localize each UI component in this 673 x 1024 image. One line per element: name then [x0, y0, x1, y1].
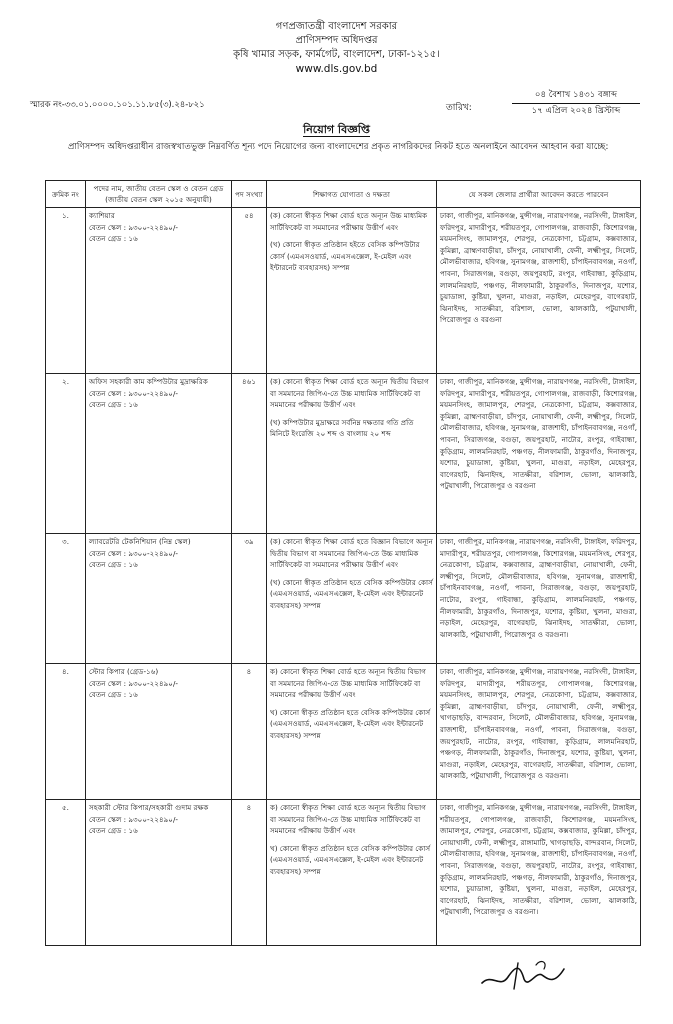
districts-cell: ঢাকা, গাজীপুর, মানিকগঞ্জ, মুন্সীগঞ্জ, নারায়ণগঞ্জ, নরসিংদী, টাঙ্গাইল, ফরিদপুর, মাদারীপুর, শরীয়তপুর, গোপালগঞ্জ, কিশোরগঞ্জ, ময়মনসিংহ, জামালপুর, শেরপুর, নেত্রকোণা, চট্টগ্রাম, কক্সবাজার, কুমিল্লা, ব্রাহ্মণবাড়ীয়া, চাঁদপুর, নোয়াখালী, ফেনী, লক্ষ্মীপুর, খাগড়াছড়ি, বান্দরবান, সিলেট, মৌলভীবাজার, হবিগঞ্জ, সুনামগঞ্জ, রাজশাহী, চাঁপাইনবাবগঞ্জ, নওগাঁ, পাবনা, সিরাজগঞ্জ, বগুড়া, জয়পুরহাট, নাটোর, রংপুর, গাইবান্ধা, কুড়িগ্রাম, লালমনিরহাট, পঞ্চগড়, নীলফামারী, ঠাকুরগাঁও, দিনাজপুর, যশোর, কুষ্টিয়া, খুলনা, মাগুরা, নড়াইল, মেহেরপুর, বাগেরহাট, সাতক্ষীরা, বরিশাল, ভোলা, ঝালকাঠি, পটুয়াখালী, পিরোজপুর ও বরগুনা। — [437, 664, 641, 800]
date-label: তারিখ: — [446, 103, 472, 113]
pay-grade: বেতন গ্রেড : ১৬ — [89, 560, 138, 570]
count-cell: ৩৯ — [232, 534, 267, 664]
post-name: স্টোর কিপার (গ্রেড-১৬) — [89, 667, 159, 676]
pay-scale: বেতন স্কেল : ৯৩০০-২২৪৯০/- — [89, 678, 178, 688]
date-english: ১৭ এপ্রিল ২০২৪ খ্রিস্টাব্দ — [531, 106, 621, 116]
signature — [478, 955, 568, 995]
qualification-a: ক) কোনো স্বীকৃত শিক্ষা বোর্ড হতে অন্যূন দ্বিতীয় বিভাগ বা সমমানের জিপিএ-তে উচ্চ মাধ্যমিক সার্টিফিকেট বা সমমানের পরীক্ষায় উত্তীর্ণ এবং — [270, 803, 426, 836]
pay-scale: বেতন স্কেল : ৯৩০০-২২৪৯০/- — [89, 814, 178, 824]
header-qualification: শিক্ষাগত যোগ্যতা ও দক্ষতা — [267, 181, 437, 208]
count-cell: ৪৬১ — [232, 374, 267, 534]
qualification-b: (খ) কোনো স্বীকৃত প্রতিষ্ঠান হইতে বেসিক কম্পিউটার কোর্স (এমএসওয়ার্ড, এমএসএক্সেল, ই-মেইল এবং ইন্টারনেট ব্যবহারসহ) সম্পন্ন — [270, 240, 420, 273]
memo-number: স্মারক নং-৩৩.০১.০০০০.১০১.১১.৮৫(৩).২৪-৮২১ — [30, 99, 205, 109]
header-post: পদের নাম, জাতীয় বেতন স্কেল ও বেতন গ্রেড (জাতীয় বেতন স্কেল ২০১৫ অনুযায়ী) — [86, 181, 232, 208]
government-name: গণপ্রজাতন্ত্রী বাংলাদেশ সরকার — [275, 21, 398, 32]
post-name: সহকারী স্টোর কিপার/সহকারী গুদাম রক্ষক — [89, 803, 209, 812]
table-row — [46, 800, 641, 946]
qualification-cell — [267, 800, 437, 946]
districts-cell: ঢাকা, গাজীপুর, মানিকগঞ্জ, মুন্সীগঞ্জ, নারায়ণগঞ্জ, নরসিংদী, টাঙ্গাইল, শরীয়তপুর, গোপালগঞ্জ, রাজবাড়ী, কিশোরগঞ্জ, ময়মনসিংহ, জামালপুর, শেরপুর, নেত্রকোণা, চট্টগ্রাম, কক্সবাজার, কুমিল্লা, চাঁদপুর, নোয়াখালী, ফেনী, লক্ষ্মীপুর, রাঙ্গামাটি, খাগড়াছড়ি, বান্দরবান, সিলেট, মৌলভীবাজার, হবিগঞ্জ, সুনামগঞ্জ, রাজশাহী, চাঁপাইনবাবগঞ্জ, নওগাঁ, পাবনা, সিরাজগঞ্জ, বগুড়া, জয়পুরহাট, নাটোর, রংপুর, গাইবান্ধা, কুড়িগ্রাম, লালমনিরহাট, পঞ্চগড়, নীলফামারী, ঠাকুরগাঁও, দিনাজপুর, যশোর, চুয়াডাঙ্গা, কুষ্টিয়া, খুলনা, মাগুরা, নড়াইল, মেহেরপুর, বাগেরহাট, ঝিনাইদহ, সাতক্ষীরা, বরিশাল, ভোলা, ঝালকাঠি, পটুয়াখালী, পিরোজপুর ও বরগুনা। — [437, 800, 641, 946]
table-row — [46, 534, 641, 664]
intro-paragraph: প্রাণিসম্পদ অধিদপ্তরাধীন রাজস্বখাতভুক্ত নিম্নবর্ণিত শূন্য পদে নিয়োগের জন্য বাংলাদেশের প্রকৃত নাগরিকদের নিকট হতে অনলাইনে আবেদন আহবান করা যাচ্ছে: — [68, 142, 609, 152]
pay-scale: বেতন স্কেল : ৯৩০০-২২৪৯০/- — [89, 222, 178, 232]
qualification-cell — [267, 208, 437, 374]
serial-cell: ৫. — [46, 800, 86, 946]
qualification-cell — [267, 534, 437, 664]
qualification-cell — [267, 374, 437, 534]
table-row — [46, 374, 641, 534]
qualification-cell — [267, 664, 437, 800]
pay-scale: বেতন স্কেল : ৯৩০০-২২৪৯০/- — [89, 548, 178, 558]
header-serial: ক্রমিক নং — [46, 181, 86, 208]
districts-cell: ঢাকা, গাজীপুর, মানিকগঞ্জ, মুন্সীগঞ্জ, নারায়ণগঞ্জ, নরসিংদী, টাঙ্গাইল, ফরিদপুর, মাদারীপুর, শরীয়তপুর, গোপালগঞ্জ, রাজবাড়ী, কিশোরগঞ্জ, ময়মনসিংহ, জামালপুর, শেরপুর, নেত্রকোণা, চট্টগ্রাম, কক্সবাজার, কুমিল্লা, ব্রাহ্মণবাড়ীয়া, চাঁদপুর, নোয়াখালী, ফেনী, লক্ষ্মীপুর, সিলেট, মৌলভীবাজার, হবিগঞ্জ, সুনামগঞ্জ, রাজশাহী, চাঁপাইনবাবগঞ্জ, নওগাঁ, পাবনা, সিরাজগঞ্জ, বগুড়া, জয়পুরহাট, নাটোর, রংপুর, গাইবান্ধা, কুড়িগ্রাম, লালমনিরহাট, পঞ্চগড়, নীলফামারী, ঠাকুরগাঁও, দিনাজপুর, যশোর, চুয়াডাঙ্গা, কুষ্টিয়া, খুলনা, মাগুরা, নড়াইল, মেহেরপুর, বাগেরহাট, ঝিনাইদহ, সাতক্ষীরা, বরিশাল, ভোলা, ঝালকাঠি, পটুয়াখালী, পিরোজপুর ও বরগুনা — [437, 374, 641, 534]
serial-cell: ১. — [46, 208, 86, 374]
notice-title: নিয়োগ বিজ্ঞপ্তি — [303, 123, 370, 136]
header-districts: যে সকল জেলার প্রার্থীরা আবেদন করতে পারবেন — [437, 181, 641, 208]
qualification-b: খ) কোনো স্বীকৃত প্রতিষ্ঠান হতে বেসিক কম্পিউটার কোর্স (এমএসওয়ার্ড, এমএসএক্সেল, ই-মেইল এবং ইন্টারনেট ব্যবহারসহ) সম্পন্ন — [270, 707, 431, 740]
post-cell — [86, 374, 232, 534]
post-name: ল্যাবরেটরি টেকনিশিয়ান (নিম্ন স্কেল) — [89, 537, 191, 546]
post-name: ক্যাশিয়ার — [89, 211, 115, 220]
office-address: কৃষি খামার সড়ক, ফার্মগেট, বাংলাদেশ, ঢাকা-১২১৫। — [233, 49, 440, 60]
table-row — [46, 208, 641, 374]
department-name: প্রাণিসম্পদ অধিদপ্তর — [295, 35, 378, 46]
pay-grade: বেতন গ্রেড : ১৬ — [89, 234, 138, 244]
serial-cell: ৪. — [46, 664, 86, 800]
districts-cell: ঢাকা, গাজীপুর, মানিকগঞ্জ, নারায়ণগঞ্জ, নরসিংদী, টাঙ্গাইল, ফরিদপুর, মাদারীপুর, শরীয়তপুর, গোপালগঞ্জ, কিশোরগঞ্জ, ময়মনসিংহ, শেরপুর, নেত্রকোণা, চট্টগ্রাম, কক্সবাজার, ব্রাহ্মণবাড়ীয়া, নোয়াখালী, ফেনী, লক্ষ্মীপুর, সিলেট, মৌলভীবাজার, হবিগঞ্জ, সুনামগঞ্জ, রাজশাহী, চাঁপাইনবাবগঞ্জ, নওগাঁ, পাবনা, সিরাজগঞ্জ, বগুড়া, জয়পুরহাট, নাটোর, রংপুর, গাইবান্ধা, কুড়িগ্রাম, লালমনিরহাট, পঞ্চগড়, নীলফামারী, ঠাকুরগাঁও, দিনাজপুর, যশোর, কুষ্টিয়া, খুলনা, মাগুরা, নড়াইল, মেহেরপুর, বাগেরহাট, ঝিনাইদহ, সাতক্ষীরা, ভোলা, ঝালকাঠি, পটুয়াখালী, পিরোজপুর ও বরগুনা। — [437, 534, 641, 664]
pay-grade: বেতন গ্রেড : ১৬ — [89, 690, 138, 700]
pay-grade: বেতন গ্রেড : ১৬ — [89, 826, 138, 836]
serial-cell: ২. — [46, 374, 86, 534]
date-bangla: ০৪ বৈশাখ ১৪৩১ বঙ্গাব্দ — [512, 88, 640, 104]
post-cell — [86, 534, 232, 664]
serial-cell: ৩. — [46, 534, 86, 664]
post-name: অফিস সহকারী কাম কম্পিউটার মুদ্রাক্ষরিক — [89, 377, 208, 386]
count-cell: ৫৪ — [232, 208, 267, 374]
post-cell — [86, 208, 232, 374]
letterhead — [0, 20, 673, 76]
districts-cell: ঢাকা, গাজীপুর, মানিকগঞ্জ, মুন্সীগঞ্জ, নারায়ণগঞ্জ, নরসিংদী, টাঙ্গাইল, ফরিদপুর, মাদারীপুর, শরীয়তপুর, গোপালগঞ্জ, রাজবাড়ী, কিশোরগঞ্জ, ময়মনসিংহ, জামালপুর, শেরপুর, নেত্রকোণা, চট্টগ্রাম, কক্সবাজার, কুমিল্লা, ব্রাহ্মণবাড়ীয়া, চাঁদপুর, নোয়াখালী, ফেনী, লক্ষ্মীপুর, সিলেট, মৌলভীবাজার, হবিগঞ্জ, সুনামগঞ্জ, রাজশাহী, চাঁপাইনবাবগঞ্জ, নওগাঁ, পাবনা, সিরাজগঞ্জ, বগুড়া, জয়পুরহাট, রংপুর, গাইবান্ধা, কুড়িগ্রাম, লালমনিরহাট, পঞ্চগড়, নীলফামারী, ঠাকুরগাঁও, দিনাজপুর, যশোর, চুয়াডাঙ্গা, কুষ্টিয়া, খুলনা, মাগুরা, নড়াইল, মেহেরপুর, বাগেরহাট, ঝিনাইদহ, সাতক্ষীরা, বরিশাল, ভোলা, ঝালকাঠি, পটুয়াখালী, পিরোজপুর ও বরগুনা — [437, 208, 641, 374]
pay-grade: বেতন গ্রেড : ১৬ — [89, 400, 138, 410]
post-cell — [86, 664, 232, 800]
pay-scale: বেতন স্কেল : ৯৩০০-২২৪৯০/- — [89, 388, 178, 398]
vacancy-table — [45, 180, 641, 946]
qualification-b: (খ) কম্পিউটার মুদ্রাক্ষরে সর্বনিম্ন দক্ষতার গতি প্রতি মিনিটে ইংরেজি ২০ শব্দ ও বাংলায় ২০ শব্দ — [270, 417, 414, 439]
count-cell: ৪ — [232, 800, 267, 946]
table-row — [46, 664, 641, 800]
qualification-a: (ক) কোনো স্বীকৃত শিক্ষা বোর্ড হতে অন্যূন উচ্চ মাধ্যমিক সার্টিফিকেট বা সমমানের পরীক্ষায় উত্তীর্ণ এবং — [270, 211, 428, 232]
count-cell: ৪ — [232, 664, 267, 800]
qualification-a: (ক) কোনো স্বীকৃত শিক্ষা বোর্ড হতে অন্যূন দ্বিতীয় বিভাগ বা সমমানের জিপিএ-তে উচ্চ মাধ্যমিক সার্টিফিকেট বা সমমানের পরীক্ষায় উত্তীর্ণ এবং — [270, 377, 429, 410]
qualification-a: ক) কোনো স্বীকৃত শিক্ষা বোর্ড হতে অন্যূন দ্বিতীয় বিভাগ বা সমমানের জিপিএ-তে উচ্চ মাধ্যমিক সার্টিফিকেট বা সমমানের পরীক্ষায় উত্তীর্ণ এবং — [270, 667, 426, 700]
header-count: পদ সংখ্যা — [232, 181, 267, 208]
website-link[interactable]: www.dls.gov.bd — [295, 63, 378, 75]
table-header-row — [46, 181, 641, 208]
qualification-a: (ক) কোনো স্বীকৃত শিক্ষা বোর্ড হতে বিজ্ঞান বিভাগে অন্যূন দ্বিতীয় বিভাগ বা সমমানের জিপিএ-তে উচ্চ মাধ্যমিক সার্টিফিকেট বা সমমানের পরীক্ষায় উত্তীর্ণ এবং — [270, 537, 433, 570]
qualification-b: (খ) কোনো স্বীকৃত প্রতিষ্ঠান হতে বেসিক কম্পিউটার কোর্স (এমএসওয়ার্ড, এমএসএক্সেল, ই-মেইল এবং ইন্টারনেট ব্যবহারসহ) সম্পন্ন — [270, 577, 433, 610]
post-cell — [86, 800, 232, 946]
qualification-b: খ) কোনো স্বীকৃত প্রতিষ্ঠান হতে বেসিক কম্পিউটার কোর্স (এমএসওয়ার্ড, এমএসএক্সেল, ই-মেইল এবং ইন্টারনেট ব্যবহারসহ) সম্পন্ন — [270, 843, 431, 876]
date-block — [512, 88, 640, 119]
